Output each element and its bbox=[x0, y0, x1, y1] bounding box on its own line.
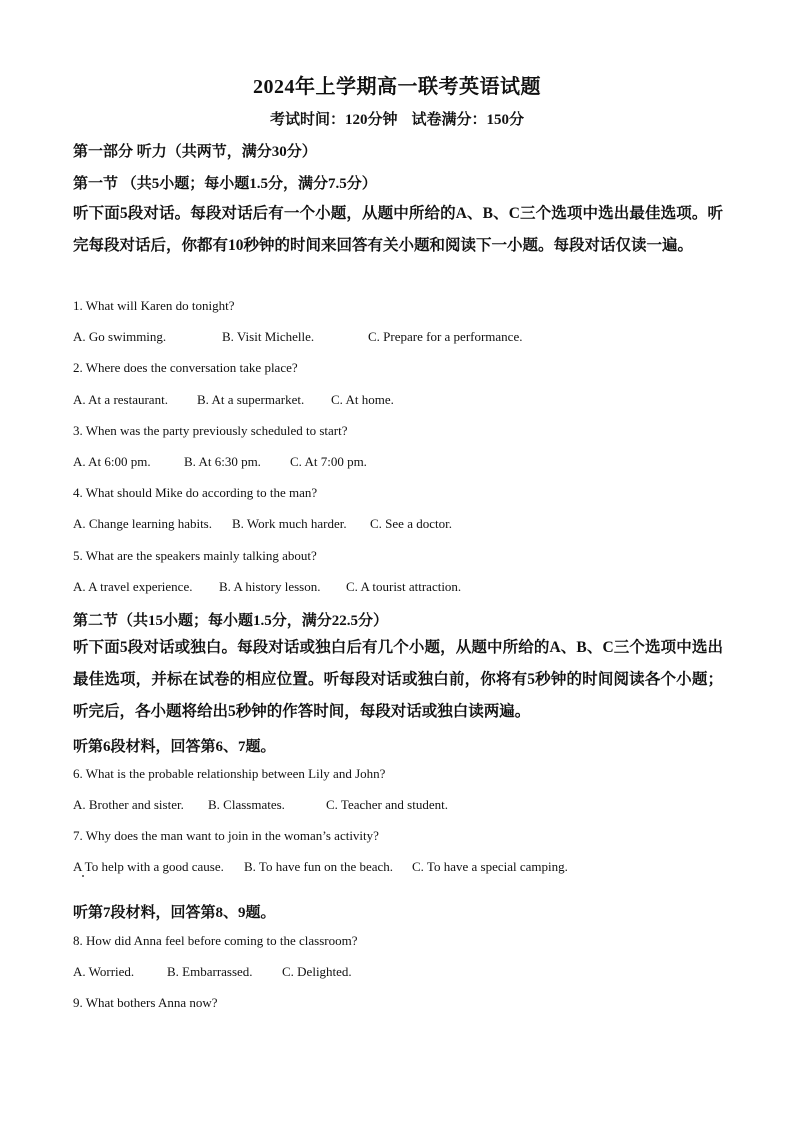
stray-mark bbox=[82, 875, 84, 877]
section2-instructions: 听下面5段对话或独白。每段对话或独白后有几个小题，从题中所给的A、B、C三个选项中选出最佳选项，并标在试卷的相应位置。听每段对话或独白前，你将有5秒钟的时间阅读各个小题；听完后，各小题将给出5秒钟的作答时间，每段对话或独白读两遍。 bbox=[73, 639, 723, 720]
exam-score: 试卷满分：150分 bbox=[411, 112, 525, 128]
q1-option-c: C. Prepare for a performance. bbox=[368, 329, 523, 344]
q6-option-c: C. Teacher and student. bbox=[326, 797, 448, 812]
q7-option-a: A To help with a good cause. bbox=[73, 859, 224, 874]
q7-option-b: B. To have fun on the beach. bbox=[244, 859, 394, 874]
q7-option-c: C. To have a special camping. bbox=[412, 859, 568, 874]
question-2: 2. Where does the conversation take place? bbox=[73, 360, 298, 375]
exam-title: 2024年上学期高一联考英语试题 bbox=[253, 76, 541, 98]
q5-option-c: C. A tourist attraction. bbox=[346, 579, 462, 594]
section2-heading: 第二节（共15小题；每小题1.5分，满分22.5分） bbox=[73, 613, 389, 629]
section1-instructions: 听下面5段对话。每段对话后有一个小题，从题中所给的A、B、C三个选项中选出最佳选项。听完每段对话后，你都有10秒钟的时间来回答有关小题和阅读下一小题。每段对话仅读一遍。 bbox=[73, 205, 723, 254]
q2-option-c: C. At home. bbox=[331, 392, 394, 407]
q4-option-b: B. Work much harder. bbox=[232, 516, 347, 531]
material-6-heading: 听第6段材料，回答第6、7题。 bbox=[73, 739, 276, 755]
q5-option-b: B. A history lesson. bbox=[219, 579, 321, 594]
question-3: 3. When was the party previously scheduled to start? bbox=[73, 423, 348, 438]
q1-option-b: B. Visit Michelle. bbox=[222, 329, 315, 344]
q6-option-b: B. Classmates. bbox=[208, 797, 285, 812]
question-1: 1. What will Karen do tonight? bbox=[73, 298, 235, 313]
q2-option-b: B. At a supermarket. bbox=[197, 392, 305, 407]
q4-option-c: C. See a doctor. bbox=[370, 516, 452, 531]
exam-subtitle bbox=[0, 108, 794, 129]
q5-option-a: A. A travel experience. bbox=[73, 579, 193, 594]
question-8: 8. How did Anna feel before coming to the classroom? bbox=[73, 933, 358, 948]
part1-heading: 第一部分 听力（共两节，满分30分） bbox=[73, 144, 317, 160]
q1-option-a: A. Go swimming. bbox=[73, 329, 167, 344]
material-7-heading: 听第7段材料，回答第8、9题。 bbox=[73, 905, 276, 921]
question-4: 4. What should Mike do according to the man? bbox=[73, 485, 318, 500]
question-9: 9. What bothers Anna now? bbox=[73, 995, 218, 1010]
q2-option-a: A. At a restaurant. bbox=[73, 392, 168, 407]
q6-option-a: A. Brother and sister. bbox=[73, 797, 184, 812]
question-5: 5. What are the speakers mainly talking about? bbox=[73, 548, 317, 563]
q4-option-a: A. Change learning habits. bbox=[73, 516, 212, 531]
q8-option-a: A. Worried. bbox=[73, 964, 135, 979]
q3-option-c: C. At 7:00 pm. bbox=[290, 454, 367, 469]
exam-time: 考试时间：120分钟 bbox=[269, 112, 398, 128]
q3-option-a: A. At 6:00 pm. bbox=[73, 454, 151, 469]
section1-heading: 第一节 （共5小题；每小题1.5分，满分7.5分） bbox=[73, 176, 377, 192]
q3-option-b: B. At 6:30 pm. bbox=[184, 454, 261, 469]
q8-option-b: B. Embarrassed. bbox=[167, 964, 253, 979]
question-6: 6. What is the probable relationship between Lily and John? bbox=[73, 766, 386, 781]
question-7: 7. Why does the man want to join in the woman’s activity? bbox=[73, 828, 379, 843]
q8-option-c: C. Delighted. bbox=[282, 964, 352, 979]
